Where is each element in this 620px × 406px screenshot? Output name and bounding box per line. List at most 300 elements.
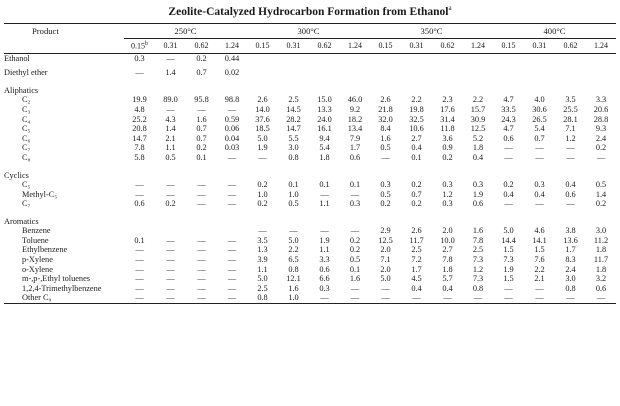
value-cell: — (197, 274, 206, 284)
value-cell: — (320, 293, 329, 303)
value-cell: — (135, 68, 144, 78)
value-cell: 5.7 (442, 274, 453, 284)
section-heading-row (4, 214, 616, 227)
value-cell: — (166, 105, 175, 114)
value-cell: 7.6 (534, 255, 545, 265)
value-cell: — (227, 245, 237, 255)
value-cell: 3.5 (565, 95, 576, 105)
value-cell: 7.3 (472, 255, 484, 265)
table-row (4, 275, 616, 285)
value-cell: 0.2 (196, 143, 207, 153)
value-cell: — (443, 293, 452, 303)
value-cell: 30.6 (532, 105, 547, 114)
value-cell: 17.6 (440, 105, 455, 114)
value-cell: 5.0 (257, 134, 268, 143)
value-cell (493, 69, 524, 79)
value-cell: 31.4 (440, 114, 455, 124)
table-row (4, 134, 616, 144)
table-title: Zeolite-Catalyzed Hydrocarbon Formation from Ethanol$^a$ (168, 4, 452, 18)
table-bottom-rule (4, 304, 616, 305)
value-cell: 37.6 (255, 114, 270, 124)
value-cell: — (504, 284, 513, 293)
value-cell (401, 69, 432, 79)
temperature-header-350: 350°C (420, 25, 443, 36)
value-cell: 14.5 (286, 105, 301, 114)
value-cell: 2.2 (288, 245, 299, 255)
value-cell (370, 69, 401, 79)
value-cell: 2.6 (380, 95, 391, 105)
temperature-header-400: 400°C (543, 25, 566, 36)
value-cell: — (504, 143, 513, 153)
table-row (4, 180, 616, 190)
value-cell: 0.8 (288, 153, 299, 162)
table-row (4, 190, 616, 200)
value-cell: 2.5 (472, 245, 484, 255)
table-row (4, 255, 616, 265)
value-cell: 0.2 (349, 236, 361, 245)
value-cell: 46.0 (347, 95, 363, 105)
value-cell (463, 69, 493, 79)
product-label: C₃ (22, 105, 31, 114)
value-cell: — (166, 54, 175, 63)
value-cell: — (535, 199, 544, 209)
value-cell: 0.1 (134, 236, 145, 245)
table-row (4, 227, 616, 237)
value-cell: — (135, 284, 144, 293)
table-row (4, 246, 616, 256)
value-cell: 0.3 (472, 180, 484, 189)
value-cell: 3.9 (257, 255, 268, 265)
section-heading-row (4, 168, 616, 181)
value-cell (340, 69, 370, 79)
value-cell: 1.8 (442, 265, 453, 274)
value-cell: 1.1 (165, 143, 176, 153)
table-row (4, 294, 616, 304)
value-cell: — (258, 226, 267, 236)
value-cell: 15.0 (317, 95, 332, 105)
value-cell: 1.6 (196, 114, 207, 124)
value-cell: — (197, 284, 206, 293)
value-cell: — (535, 153, 544, 162)
value-cell: — (197, 199, 206, 209)
value-cell: — (566, 143, 575, 153)
value-cell: 1.8 (472, 143, 484, 153)
value-cell: — (135, 274, 144, 284)
value-cell: 2.1 (534, 274, 545, 284)
value-cell: 18.2 (347, 114, 363, 124)
product-label: Ethylbenzene (22, 245, 68, 255)
value-cell: — (535, 284, 544, 293)
value-cell: 2.6 (411, 226, 422, 236)
value-cell (524, 69, 555, 79)
value-cell: 20.6 (593, 105, 609, 114)
title-footnote-mark: a (448, 4, 452, 12)
value-cell (555, 69, 586, 79)
value-cell: 0.7 (411, 189, 422, 199)
value-cell (247, 69, 278, 79)
value-cell: — (197, 189, 206, 199)
value-cell: 0.2 (442, 153, 453, 162)
value-cell: 1.8 (595, 265, 607, 274)
product-label: Diethyl ether (4, 68, 48, 78)
value-cell: 0.6 (503, 134, 514, 143)
value-cell: 26.5 (532, 114, 547, 124)
value-cell: 4.3 (165, 114, 176, 124)
value-cell: 3.6 (442, 134, 453, 143)
value-cell: 8.3 (565, 255, 576, 265)
value-cell: 11.7 (593, 255, 609, 265)
value-cell: 2.2 (472, 95, 484, 105)
value-cell: 1.6 (380, 134, 391, 143)
section-heading: Aromatics (4, 217, 39, 227)
value-cell: 0.8 (257, 293, 268, 303)
value-cell (524, 54, 555, 64)
value-cell: — (135, 255, 144, 265)
ratio-header-cell: 0.31 (409, 41, 424, 50)
ratio-header-cell: 0.15 (501, 41, 516, 50)
value-cell: 89.0 (163, 95, 178, 105)
table-row (4, 265, 616, 275)
value-cell (186, 227, 217, 237)
value-cell: 13.4 (347, 124, 363, 134)
value-cell: — (227, 284, 237, 293)
table-row (4, 105, 616, 115)
value-cell: 2.4 (565, 265, 576, 274)
value-cell: 2.3 (442, 95, 453, 105)
product-label: C₇ (22, 143, 31, 153)
value-cell: 0.2 (595, 143, 607, 153)
value-cell: 1.5 (503, 274, 514, 284)
value-cell: 0.2 (257, 199, 268, 209)
value-cell: 12.5 (470, 124, 486, 134)
value-cell (493, 54, 524, 64)
section-heading: Cyclics (4, 171, 29, 181)
value-cell: 1.9 (503, 265, 514, 274)
value-cell: — (135, 189, 144, 199)
value-cell: 1.5 (534, 245, 545, 255)
value-cell: 7.3 (503, 255, 514, 265)
value-cell: 0.06 (224, 124, 240, 134)
value-cell: 14.7 (132, 134, 147, 143)
value-cell: — (197, 255, 206, 265)
value-cell (309, 54, 340, 64)
value-cell: 11.2 (593, 236, 609, 245)
value-cell: 1.8 (319, 153, 330, 162)
value-cell: 0.6 (595, 284, 607, 293)
value-cell: 2.0 (380, 245, 391, 255)
value-cell: — (350, 293, 360, 303)
value-cell: — (166, 284, 175, 293)
value-cell: 4.0 (534, 95, 545, 105)
value-cell: 1.4 (165, 124, 176, 134)
value-cell (432, 54, 463, 64)
value-cell: 25.2 (132, 114, 147, 124)
value-cell: 1.1 (319, 199, 330, 209)
value-cell: 2.5 (257, 284, 268, 293)
value-cell: — (166, 180, 175, 189)
ratio-header-row (4, 39, 616, 54)
value-cell: 0.4 (442, 284, 453, 293)
value-cell: 13.6 (563, 236, 578, 245)
value-cell: — (504, 293, 513, 303)
value-cell: 98.8 (224, 95, 240, 105)
value-cell: 4.6 (534, 226, 545, 236)
ratio-value: 0.15 (131, 41, 145, 51)
value-cell: 4.5 (411, 274, 422, 284)
section-heading-row (4, 83, 616, 96)
value-cell: — (289, 226, 298, 236)
value-cell: 0.4 (503, 189, 514, 199)
value-cell: 2.2 (411, 95, 422, 105)
ratio-header-cell: 0.15 (255, 41, 270, 50)
value-cell: — (381, 153, 390, 162)
value-cell: 11.8 (440, 124, 455, 134)
product-label: C₅ (22, 180, 31, 189)
value-cell: 0.2 (411, 180, 422, 189)
value-cell: 32.0 (378, 114, 393, 124)
value-cell (555, 54, 586, 64)
value-cell: 18.5 (255, 124, 270, 134)
value-cell: 7.8 (472, 236, 484, 245)
value-cell: — (166, 255, 175, 265)
value-cell: 0.04 (224, 134, 240, 143)
value-cell: 1.1 (257, 265, 268, 274)
value-cell: 0.9 (442, 143, 453, 153)
value-cell: 0.1 (319, 180, 330, 189)
value-cell: 1.2 (442, 189, 453, 199)
value-cell: 16.1 (317, 124, 332, 134)
value-cell: 1.2 (565, 134, 576, 143)
product-label: Ethanol (4, 54, 30, 63)
value-cell: 3.2 (595, 274, 607, 284)
value-cell: 6.6 (319, 274, 330, 284)
value-cell: 3.5 (257, 236, 268, 245)
value-cell: 2.2 (534, 265, 545, 274)
value-cell (340, 54, 370, 64)
table-row (4, 153, 616, 163)
value-cell: — (166, 245, 175, 255)
product-label: C₂ (22, 95, 31, 105)
value-cell: 0.5 (165, 153, 176, 162)
value-cell: 0.6 (349, 153, 361, 162)
value-cell: 0.44 (224, 54, 240, 63)
temperature-header-250: 250°C (174, 25, 197, 36)
value-cell: 5.4 (534, 124, 545, 134)
value-cell: 14.7 (286, 124, 301, 134)
value-cell: — (227, 189, 237, 199)
ratio-header-cell: 1.24 (225, 41, 239, 50)
value-cell: — (135, 293, 144, 303)
value-cell: — (535, 143, 544, 153)
value-cell: — (227, 199, 237, 209)
value-cell: 1.0 (288, 293, 299, 303)
value-cell: 2.6 (257, 95, 268, 105)
value-cell: — (350, 284, 360, 293)
value-cell: 0.03 (224, 143, 240, 153)
ratio-header-cell: 0.15 (378, 41, 393, 50)
value-cell: 0.1 (349, 265, 361, 274)
value-cell: 14.4 (501, 236, 516, 245)
value-cell: 0.8 (472, 284, 484, 293)
value-cell: 28.8 (593, 114, 609, 124)
value-cell: 7.8 (134, 143, 145, 153)
table-row (4, 96, 616, 106)
table-row (4, 236, 616, 246)
value-cell: 1.0 (257, 189, 268, 199)
product-column-header: Product (32, 25, 59, 36)
value-cell: — (566, 199, 575, 209)
value-cell: — (596, 153, 606, 162)
value-cell: 24.3 (501, 114, 516, 124)
value-cell: 13.3 (317, 105, 332, 114)
value-cell: 2.4 (595, 134, 607, 143)
value-cell: 9.3 (595, 124, 607, 134)
value-cell: 0.6 (319, 265, 330, 274)
value-cell: — (227, 255, 237, 265)
value-cell: — (197, 293, 206, 303)
value-cell (278, 69, 309, 79)
value-cell (586, 69, 616, 79)
value-cell (586, 54, 616, 64)
value-cell: 28.2 (286, 114, 301, 124)
value-cell: 0.02 (224, 68, 240, 78)
value-cell: — (535, 293, 544, 303)
value-cell: — (596, 293, 606, 303)
value-cell: 0.7 (196, 124, 207, 134)
value-cell: 4.7 (503, 124, 514, 134)
value-cell: 0.1 (411, 153, 422, 162)
value-cell: 1.9 (257, 143, 268, 153)
value-cell: 5.4 (319, 143, 330, 153)
value-cell: 4.8 (134, 105, 145, 114)
value-cell: — (227, 236, 237, 245)
value-cell: 1.6 (472, 226, 484, 236)
product-label: C₇ (22, 199, 31, 209)
value-cell: 0.59 (224, 114, 240, 124)
value-cell (370, 54, 401, 64)
value-cell: 0.4 (534, 189, 545, 199)
value-cell: 5.0 (288, 236, 299, 245)
product-label: m-,p-,Ethyl toluenes (22, 274, 90, 284)
value-cell: 0.5 (288, 199, 299, 209)
table-row (4, 69, 616, 79)
value-cell: — (381, 293, 390, 303)
product-label: Other C₉ (22, 293, 52, 303)
value-cell: — (227, 293, 237, 303)
value-cell: 3.3 (595, 95, 607, 105)
value-cell: — (135, 245, 144, 255)
value-cell: 0.2 (503, 180, 514, 189)
value-cell: 0.3 (319, 284, 330, 293)
value-cell: 3.0 (288, 143, 299, 153)
value-cell: 4.7 (503, 95, 514, 105)
value-cell: 0.3 (442, 199, 453, 209)
value-cell: 10.0 (440, 236, 455, 245)
value-cell: 6.5 (288, 255, 299, 265)
value-cell: 0.7 (534, 134, 545, 143)
value-cell: 0.5 (380, 143, 391, 153)
value-cell: 0.5 (349, 255, 361, 265)
value-cell: — (135, 180, 144, 189)
value-cell: 7.9 (349, 134, 361, 143)
value-cell: — (320, 226, 329, 236)
product-label: Methyl-C₅ (22, 189, 58, 199)
ratio-header-cell: 0.62 (194, 41, 209, 50)
value-cell: 8.4 (380, 124, 391, 134)
value-cell: 0.4 (565, 180, 576, 189)
value-cell: 9.4 (319, 134, 330, 143)
ratio-header-cell: 0.62 (440, 41, 455, 50)
ratio-header-cell: 0.62 (563, 41, 578, 50)
value-cell: — (197, 180, 206, 189)
value-cell: 0.4 (472, 153, 484, 162)
table-row (4, 115, 616, 125)
product-label: 1,2,4-Trimethylbenzene (22, 284, 102, 293)
value-cell: 95.8 (194, 95, 209, 105)
value-cell: — (320, 189, 329, 199)
product-label: p-Xylene (22, 255, 53, 265)
value-cell: — (504, 199, 513, 209)
value-cell: 0.6 (134, 199, 145, 209)
value-cell: 7.8 (442, 255, 453, 265)
value-cell: 5.0 (257, 274, 268, 284)
value-cell: 1.9 (472, 189, 484, 199)
value-cell: — (504, 153, 513, 162)
product-distribution-table (4, 23, 616, 304)
value-cell (401, 54, 432, 64)
value-cell: 0.8 (288, 265, 299, 274)
value-cell: 7.2 (411, 255, 422, 265)
value-cell: 20.8 (132, 124, 147, 134)
value-cell: — (227, 274, 237, 284)
value-cell: 1.4 (165, 68, 176, 78)
value-cell: 2.0 (380, 265, 391, 274)
value-cell: — (166, 189, 175, 199)
value-cell: 28.1 (563, 114, 578, 124)
value-cell: 1.7 (411, 265, 422, 274)
value-cell: 1.9 (319, 236, 330, 245)
value-cell: 1.7 (349, 143, 361, 153)
temperature-header-row (4, 24, 616, 39)
value-cell: 0.4 (411, 284, 422, 293)
value-cell: 33.5 (501, 105, 516, 114)
value-cell: 1.8 (595, 245, 607, 255)
value-cell: 19.8 (409, 105, 424, 114)
value-cell: 2.0 (442, 226, 453, 236)
value-cell: 2.1 (165, 134, 176, 143)
value-cell: — (166, 236, 175, 245)
ratio-header-cell: 0.31 (163, 41, 178, 50)
value-cell (432, 69, 463, 79)
value-cell: 2.7 (411, 134, 422, 143)
product-label: C₆ (22, 134, 31, 143)
value-cell: 2.7 (442, 245, 453, 255)
temperature-header-300: 300°C (297, 25, 320, 36)
value-cell: 24.0 (317, 114, 332, 124)
value-cell: 14.1 (532, 236, 547, 245)
value-cell: — (412, 293, 421, 303)
value-cell: 5.0 (380, 274, 391, 284)
value-cell: 0.2 (380, 199, 391, 209)
value-cell (463, 54, 493, 64)
product-label: Benzene (22, 226, 51, 236)
value-cell: 1.2 (472, 265, 484, 274)
ratio-header-cell: 0.31 (286, 41, 301, 50)
value-cell: 0.3 (380, 180, 391, 189)
table-row (4, 200, 616, 210)
value-cell: 0.6 (472, 199, 484, 209)
ratio-header-cell (124, 39, 155, 54)
